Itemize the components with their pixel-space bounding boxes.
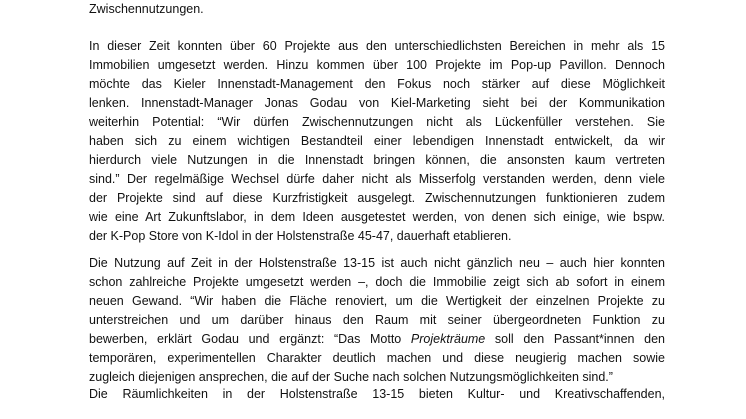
paragraph-holstenstrasse <box>89 254 665 387</box>
text-line-with-motto <box>89 330 665 349</box>
line-end: soll den Passant*innen den <box>485 332 665 346</box>
text-line: der K-Pop Store von K-Idol in der Holstenstraße 45-47, dauerhaft etablieren. <box>89 229 512 243</box>
motto-italic: Projekträume <box>410 332 486 346</box>
text-line: sind.” Der regelmäßige Wechsel dürfe daher nicht als Misserfolg verstanden werden, denn viele <box>89 172 665 186</box>
text-line: möchte das Kieler Innenstadt-Management den Fokus noch stärker auf diese Möglichkeit <box>89 77 665 91</box>
text-line: haben sich zu einem wichtigen Bestandteil einer lebendigen Innenstadt entwickelt, da wir <box>89 134 665 148</box>
line-start: bewerben, erklärt Godau und ergänzt: “Das Motto <box>89 332 411 346</box>
paragraph-projects <box>89 37 665 246</box>
paragraph-intro-tail <box>89 0 665 19</box>
text-line: hierdurch viele Nutzungen in die Innenstadt bringen können, die ansonsten kaum vertreten <box>89 153 665 167</box>
text-line: schon zahlreiche Projekte umgesetzt werden –, doch die Immobilie zeigt sich ab sofort in einem <box>89 275 665 289</box>
text-line: lenken. Innenstadt-Manager Jonas Godau von Kiel-Marketing sieht bei der Kommunikation <box>89 96 665 110</box>
text-line: neuen Gewand. “Wir haben die Fläche renoviert, um die Wertigkeit der einzelnen Projekte zu <box>89 294 665 308</box>
text-line: Die Räumlichkeiten in der Holstenstraße 13-15 bieten Kultur- und Kreativschaffenden, <box>89 387 665 401</box>
text-line: Zwischennutzungen. <box>89 2 204 16</box>
text-line: der Projekte sind auf diese Kurzfristigkeit ausgelegt. Zwischennutzungen funktionieren zudem <box>89 191 665 205</box>
text-line: Die Nutzung auf Zeit in der Holstenstraße 13-15 ist auch nicht gänzlich neu – auch hier konnten <box>89 256 665 270</box>
text-line: In dieser Zeit konnten über 60 Projekte aus den unterschiedlichsten Bereichen in mehr als 15 <box>89 39 665 53</box>
text-line: temporären, experimentellen Charakter deutlich machen und diese neugierig machen sowie <box>89 351 665 365</box>
text-line: zugleich diejenigen ansprechen, die auf der Suche nach solchen Nutzungsmöglichkeiten sind.” <box>89 370 613 384</box>
paragraph-raeumlichkeiten <box>89 385 665 404</box>
text-line: Immobilien umgesetzt werden. Hinzu kommen über 100 Projekte im Pop-up Pavillon. Dennoch <box>89 58 665 72</box>
text-line: wie eine Art Zukunftslabor, in dem Ideen ausgetestet werden, von denen sich einige, wie bspw. <box>89 210 665 224</box>
text-line: weiterhin Potential: “Wir dürfen Zwischennutzungen nicht als Lückenfüller verstehen. Sie <box>89 115 665 129</box>
text-line: unterstreichen und um darüber hinaus den Raum mit seiner übergeordneten Funktion zu <box>89 313 665 327</box>
